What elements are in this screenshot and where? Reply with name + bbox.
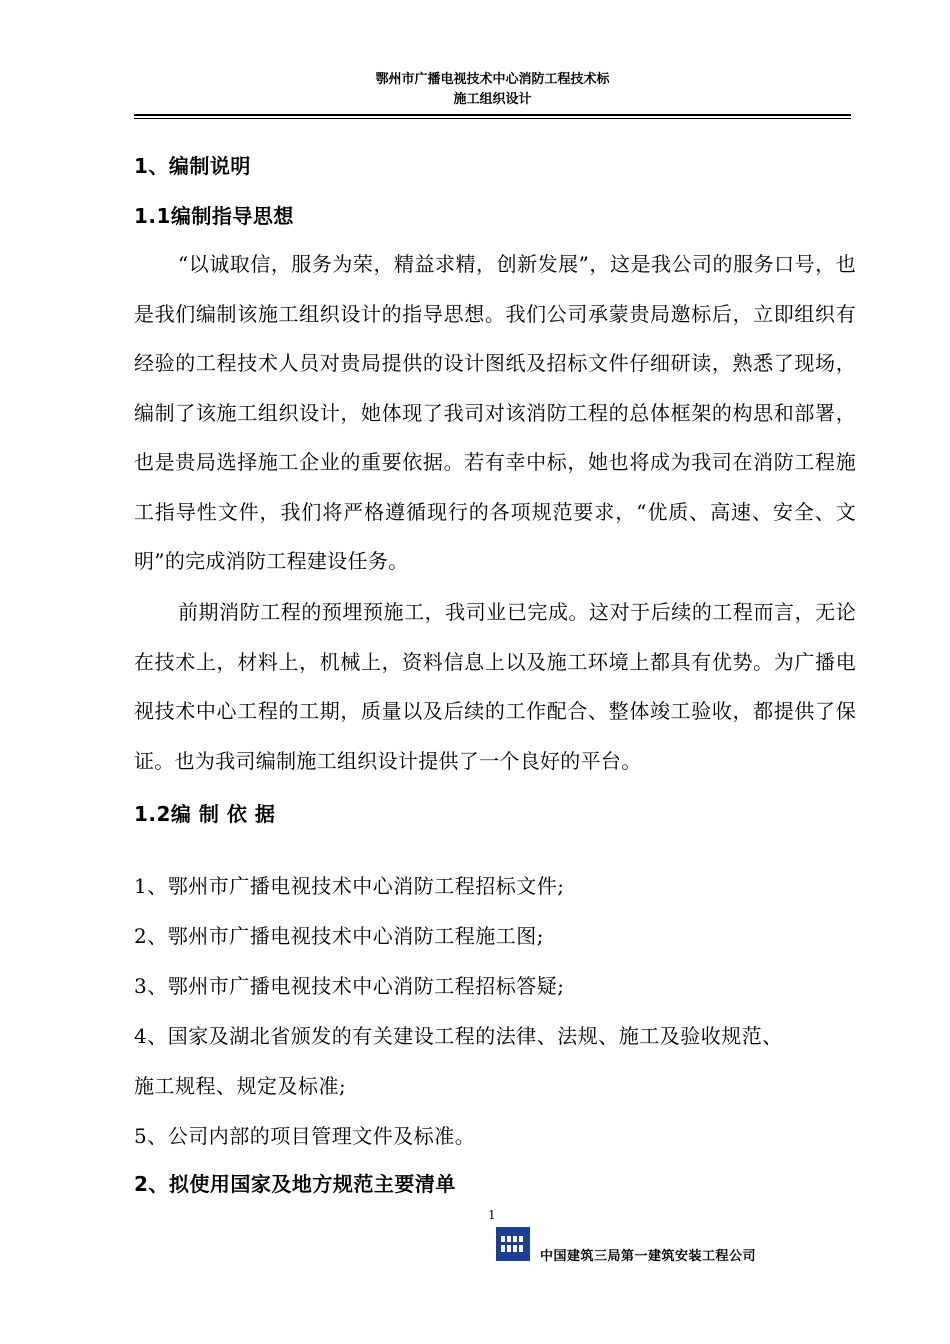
header-title: 鄂州市广播电视技术中心消防工程技术标 [375,72,610,87]
basis-item-4-cont: 施工规程、规定及标准; [134,1074,347,1098]
company-logo [496,1227,530,1261]
header-rule-thin [134,118,851,119]
page-header [134,70,851,110]
section-2-heading: 2、拟使用国家及地方规范主要清单 [134,1172,456,1196]
cscec-logo-icon [496,1227,530,1261]
basis-item-1: 1、鄂州市广播电视技术中心消防工程招标文件; [134,874,565,898]
section-1-2-heading: 1.2编 制 依 据 [134,802,276,826]
basis-item-5: 5、公司内部的项目管理文件及标准。 [134,1124,476,1148]
basis-item-4: 4、国家及湖北省颁发的有关建设工程的法律、法规、施工及验收规范、 [134,1024,783,1048]
page-number: 1 [488,1208,496,1222]
section-1-1-heading: 1.1编制指导思想 [134,204,294,228]
header-subtitle: 施工组织设计 [453,92,532,107]
paragraph-guiding-idea: “以诚取信，服务为荣，精益求精，创新发展”，这是我公司的服务口号，也是我们编制该施工组织设计的指导思想。我们公司承蒙贵局邀标后，立即组织有经验的工程技术人员对贵局提供的设计图纸及招标文件仔细研读，熟悉了现场，编制了该施工组织设计，她体现了我司对该消防工程的总体框架的构思和部署，也是贵局选择施工企业的重要依据。若有幸中标，她也将成为我司在消防工程施工指导性文件，我们将严格遵循现行的各项规范要求，“优质、高速、安全、文明”的完成消防工程建设任务。 [134,252,856,573]
basis-item-2: 2、鄂州市广播电视技术中心消防工程施工图; [134,924,544,948]
company-name: 中国建筑三局第一建筑安装工程公司 [540,1249,757,1264]
section-1-heading: 1、编制说明 [134,154,251,178]
basis-item-3: 3、鄂州市广播电视技术中心消防工程招标答疑; [134,974,565,998]
header-rule [134,114,851,116]
paragraph-prior-work: 前期消防工程的预埋预施工，我司业已完成。这对于后续的工程而言，无论在技术上，材料上，机械上，资料信息上以及施工环境上都具有优势。为广播电视技术中心工程的工期，质量以及后续的工作配合、整体竣工验收，都提供了保证。也为我司编制施工组织设计提供了一个良好的平台。 [134,600,856,773]
